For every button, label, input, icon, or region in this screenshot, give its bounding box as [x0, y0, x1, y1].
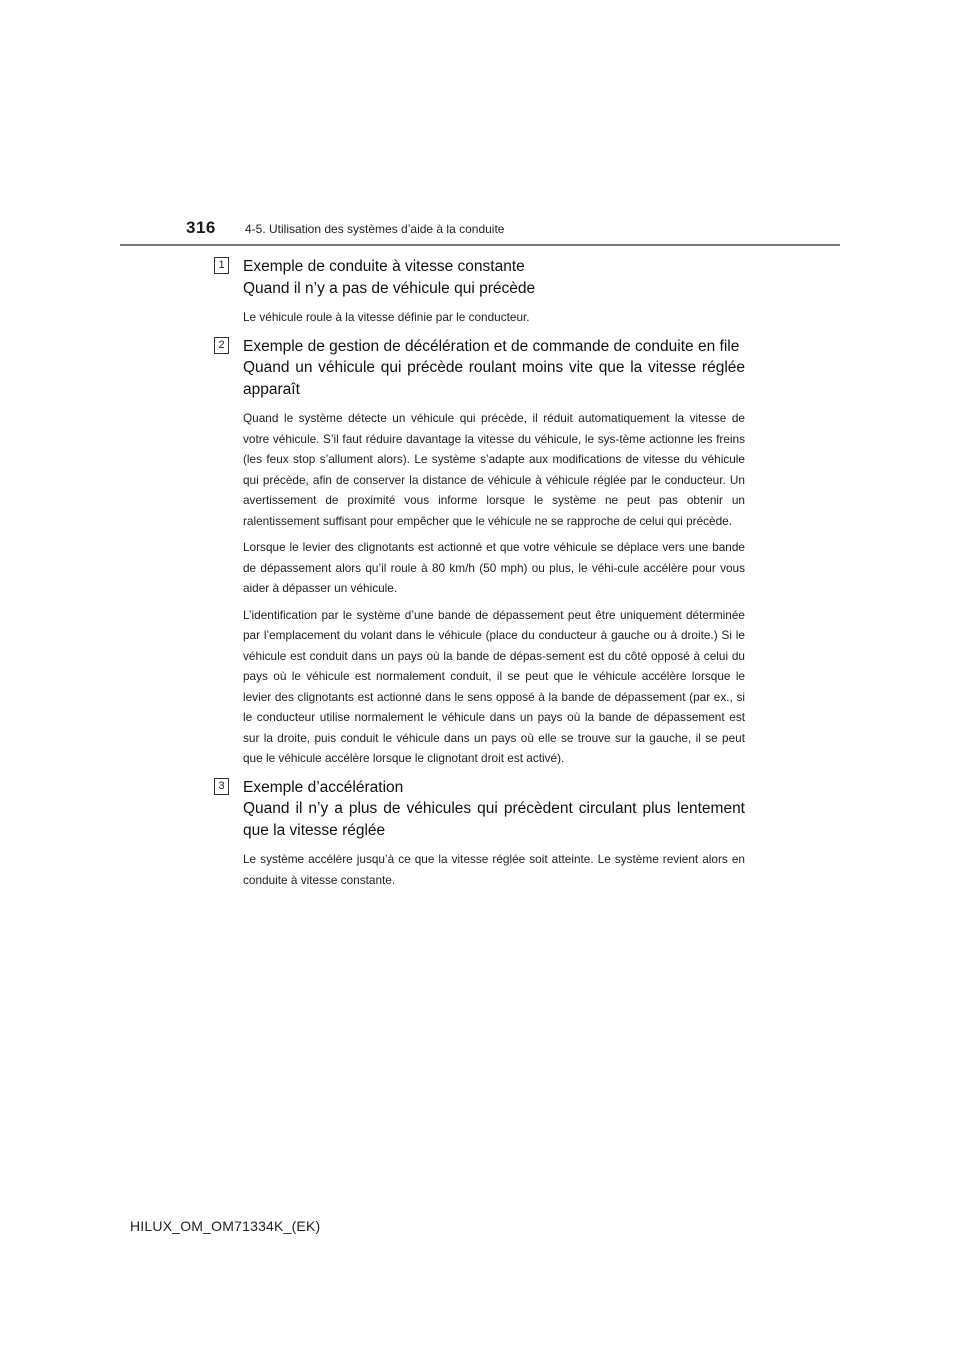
item-heading-line1: Exemple de gestion de décélération et de commande de conduite en file	[243, 337, 740, 355]
item-number-badge: 1	[214, 257, 229, 274]
item-number-badge: 2	[214, 337, 229, 354]
item-heading-line2: Quand il n’y a pas de véhicule qui précède	[243, 279, 536, 297]
item-paragraph: Le véhicule roule à la vitesse définie par le conducteur.	[243, 310, 530, 324]
item-paragraph: Quand le système détecte un véhicule qui précède, il réduit automatiquement la vitesse de votre véhicule. S’il faut réduire davantage la vitesse du véhicule, le sys-tème actionne les freins (les feux stop s’allument alors). Le système s’adapte aux modifications de vitesse du véhicule qui précède, afin de conserver la distance de véhicule à véhicule réglée par le conducteur. Un avertissement de proximité vous informe lorsque le système ne peut pas obtenir un ralentissement suffisant pour empêcher que le véhicule ne se rapproche de celui qui précède.	[243, 411, 745, 528]
list-item-3	[210, 777, 745, 891]
main-content	[210, 256, 745, 898]
item-heading-line2: Quand il n’y a plus de véhicules qui précèdent circulant plus lentement que la vitesse réglée	[243, 800, 745, 839]
item-paragraph: L’identification par le système d’une bande de dépassement peut être uniquement déterminée par l’emplacement du volant dans le véhicule (place du conducteur à gauche ou à droite.) Si le véhicule est conduit dans un pays où la bande de dépas-sement est du côté opposé à celui du pays où le véhicule est normalement conduit, il se peut que le véhicule accélère lorsque le levier des clignotants est actionné dans le sens opposé à la bande de dépassement (par ex., si le conducteur utilise normalement le véhicule dans un pays où la bande de dépassement est sur la droite, puis conduit le véhicule dans un pays où elle se trouve sur la gauche, il se peut que le véhicule accélère lorsque le clignotant droit est activé).	[243, 607, 745, 765]
item-heading-line2: Quand un véhicule qui précède roulant moins vite que la vitesse réglée apparaît	[243, 359, 745, 398]
list-item-2	[210, 336, 745, 769]
document-code: HILUX_OM_OM71334K_(EK)	[130, 1218, 321, 1234]
item-heading	[243, 777, 745, 842]
section-title: 4-5. Utilisation des systèmes d’aide à la conduite	[245, 222, 505, 236]
item-paragraph: Le système accélère jusqu’à ce que la vitesse réglée soit atteinte. Le système revient alors en conduite à vitesse constante.	[243, 852, 745, 887]
list-item-1	[210, 256, 745, 328]
item-heading-line1: Exemple d’accélération	[243, 778, 404, 796]
header-divider	[120, 244, 840, 246]
item-heading	[243, 256, 745, 299]
item-paragraph: Lorsque le levier des clignotants est actionné et que votre véhicule se déplace vers une bande de dépassement alors qu’il roule à 80 km/h (50 mph) ou plus, le véhi-cule accélère pour vous aider à dépasser un véhicule.	[243, 540, 745, 595]
item-heading	[243, 336, 745, 401]
item-number-badge: 3	[214, 778, 229, 795]
page-number: 316	[186, 218, 216, 237]
item-heading-line1: Exemple de conduite à vitesse constante	[243, 258, 525, 275]
